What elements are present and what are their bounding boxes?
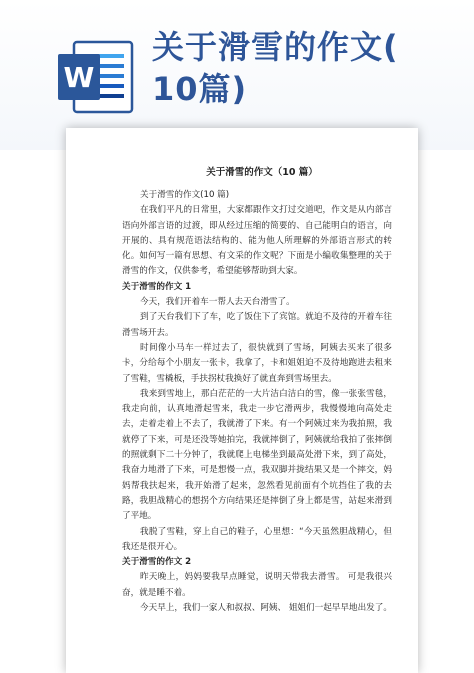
title-line-2: 10篇) <box>152 70 248 108</box>
page-title <box>152 26 468 110</box>
title-line-1: 关于滑雪的作文( <box>152 28 399 66</box>
paragraph: 今天，我们开着车一帮人去天台滑雪了。 <box>140 297 295 308</box>
word-document-icon <box>56 40 134 114</box>
document-body <box>122 165 392 616</box>
paragraph: 关于滑雪的作文(10 篇) <box>140 190 230 200</box>
paragraph: 我脱了雪鞋，穿上自己的鞋子，心里想：“今天虽然胆战精心，但我还是很开心。 <box>122 526 392 552</box>
paragraph: 今天早上，我们一家人和叔叔、阿姨、 姐姐们一起早早地出发了。 <box>140 603 392 614</box>
paragraph: 到了天台我们下了车，吃了饭住下了宾馆。就迫不及待的开着车往滑雪场开去。 <box>122 312 392 338</box>
paragraph: 我来到雪地上，那白茫茫的一大片洁白洁白的雪，像一张张雪毯，我走向前，认真地滑起雪来，我走一步它滑两步，我慢慢地向高处走去，走着走着上不去了，我就滑了下来。有一个阿姨过来为我拍照，我就停了下来，可是还没等她拍完，我就摔倒了，阿姨就给我拍了张摔倒的照就剩下二十分钟了，我就爬上电梯坐到最高处滑下来，到了高处，我奋力地滑了下来，可是想慢一点，我双脚并拢结果又是一个摔交，妈妈帮我扶起来，我开始滑了起来，忽然看见前面有个坑挡住了我的去路，我胆战精心的想拐个方向结果还是摔倒了身上都是雪，站起来滑到了平地。 <box>122 388 392 522</box>
paragraph-list <box>122 188 392 616</box>
paragraph: 在我们平凡的日常里，大家都跟作文打过交道吧，作文是从内部言语向外部言语的过渡，即从经过压缩的简要的、自己能明白的语言，向开展的、具有规范语法结构的、能为他人所理解的外部语言形式的转化。如何写一篇有思想、有文采的作文呢？下面是小编收集整理的关于滑雪的作文，仅供参考，希望能够帮助到大家。 <box>122 205 392 277</box>
document-title: 关于滑雪的作文（10 篇） <box>206 167 318 178</box>
paragraph: 时间像小马车一样过去了，很快就到了雪场，阿姨去买来了很多卡，分给每个小朋友一张卡，我拿了，卡和姐姐迫不及待地跑进去租来了雪鞋，雪橇板，手扶拐杖我换好了就直奔到雪场里去。 <box>122 342 392 384</box>
paragraph: 昨天晚上，妈妈要我早点睡觉，说明天带我去滑雪。 可是我很兴奋，就是睡不着。 <box>122 572 392 598</box>
section-heading: 关于滑雪的作文 2 <box>122 557 192 568</box>
word-logo-letter: W <box>63 61 95 94</box>
section-heading: 关于滑雪的作文 1 <box>122 281 192 292</box>
